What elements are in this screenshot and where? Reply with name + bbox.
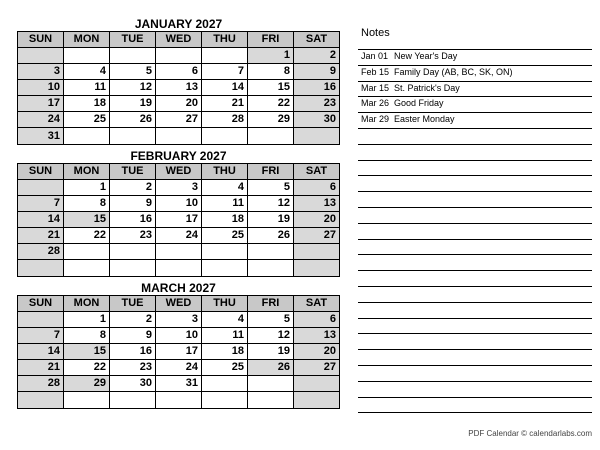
empty-cell <box>202 244 248 260</box>
empty-cell <box>156 392 202 409</box>
weekday-header: TUE <box>110 296 156 312</box>
weekday-header: THU <box>202 32 248 48</box>
note-line <box>358 239 592 240</box>
note-text: Easter Monday <box>394 114 455 125</box>
day-cell: 18 <box>64 96 110 112</box>
note-line <box>358 318 592 319</box>
day-cell: 19 <box>248 212 294 228</box>
day-cell: 4 <box>202 312 248 328</box>
note-line <box>358 160 592 161</box>
empty-cell <box>18 312 64 328</box>
week-row <box>18 328 340 344</box>
day-cell: 3 <box>156 180 202 196</box>
empty-cell <box>110 392 156 409</box>
day-cell: 9 <box>110 196 156 212</box>
day-cell: 22 <box>64 228 110 244</box>
empty-cell <box>248 376 294 392</box>
day-cell: 16 <box>110 344 156 360</box>
empty-cell <box>18 48 64 64</box>
day-cell: 12 <box>248 196 294 212</box>
empty-cell <box>202 260 248 277</box>
empty-cell <box>248 128 294 145</box>
note-line <box>358 96 592 97</box>
notes-title: Notes <box>361 27 390 39</box>
weekday-header: THU <box>202 296 248 312</box>
empty-cell <box>156 48 202 64</box>
empty-cell <box>64 128 110 145</box>
note-entry <box>361 98 444 108</box>
note-line <box>358 207 592 208</box>
month-grid <box>17 295 340 409</box>
day-cell: 19 <box>110 96 156 112</box>
empty-cell <box>18 180 64 196</box>
day-cell: 24 <box>156 228 202 244</box>
note-entry <box>361 114 455 124</box>
weekday-header: WED <box>156 164 202 180</box>
weekday-header: MON <box>64 32 110 48</box>
empty-cell <box>156 260 202 277</box>
empty-cell <box>110 260 156 277</box>
day-cell: 15 <box>64 344 110 360</box>
note-entry <box>361 51 457 61</box>
day-cell: 7 <box>202 64 248 80</box>
day-cell: 30 <box>110 376 156 392</box>
note-line <box>358 349 592 350</box>
week-row <box>18 196 340 212</box>
day-cell: 15 <box>248 80 294 96</box>
day-cell: 8 <box>248 64 294 80</box>
empty-cell <box>294 392 340 409</box>
day-cell: 17 <box>18 96 64 112</box>
day-cell: 1 <box>248 48 294 64</box>
day-cell: 24 <box>18 112 64 128</box>
week-row <box>18 112 340 128</box>
day-cell: 7 <box>18 328 64 344</box>
week-row <box>18 180 340 196</box>
note-line <box>358 397 592 398</box>
weekday-header: SUN <box>18 296 64 312</box>
note-entry <box>361 67 513 77</box>
day-cell: 3 <box>156 312 202 328</box>
day-cell: 16 <box>294 80 340 96</box>
day-cell: 3 <box>18 64 64 80</box>
empty-cell <box>248 244 294 260</box>
month-title: MARCH 2027 <box>141 281 216 295</box>
day-cell: 14 <box>18 212 64 228</box>
day-cell: 24 <box>156 360 202 376</box>
day-cell: 17 <box>156 344 202 360</box>
empty-cell <box>156 128 202 145</box>
note-line <box>358 254 592 255</box>
day-cell: 19 <box>248 344 294 360</box>
note-line <box>358 286 592 287</box>
day-cell: 5 <box>248 180 294 196</box>
note-line <box>358 49 592 50</box>
note-line <box>358 270 592 271</box>
week-row <box>18 80 340 96</box>
empty-cell <box>110 244 156 260</box>
day-cell: 13 <box>156 80 202 96</box>
day-cell: 11 <box>64 80 110 96</box>
note-date: Mar 26 <box>361 98 390 109</box>
day-cell: 5 <box>110 64 156 80</box>
note-line <box>358 65 592 66</box>
week-row <box>18 312 340 328</box>
day-cell: 26 <box>248 228 294 244</box>
day-cell: 8 <box>64 328 110 344</box>
empty-cell <box>64 392 110 409</box>
empty-cell <box>18 392 64 409</box>
weekday-header: MON <box>64 164 110 180</box>
day-cell: 28 <box>18 244 64 260</box>
note-line <box>358 81 592 82</box>
day-cell: 25 <box>202 228 248 244</box>
empty-cell <box>64 260 110 277</box>
day-cell: 25 <box>202 360 248 376</box>
day-cell: 30 <box>294 112 340 128</box>
day-cell: 9 <box>110 328 156 344</box>
empty-cell <box>248 260 294 277</box>
day-cell: 1 <box>64 180 110 196</box>
empty-cell <box>294 244 340 260</box>
day-cell: 10 <box>156 196 202 212</box>
day-cell: 27 <box>156 112 202 128</box>
weekday-header: TUE <box>110 32 156 48</box>
note-line <box>358 144 592 145</box>
week-row <box>18 244 340 260</box>
note-text: Good Friday <box>394 98 444 109</box>
day-cell: 18 <box>202 344 248 360</box>
week-row <box>18 212 340 228</box>
day-cell: 2 <box>110 180 156 196</box>
day-cell: 27 <box>294 228 340 244</box>
weekday-header: SAT <box>294 296 340 312</box>
weekday-header: SAT <box>294 32 340 48</box>
day-cell: 6 <box>294 312 340 328</box>
weekday-header: WED <box>156 296 202 312</box>
empty-cell <box>294 376 340 392</box>
week-row <box>18 48 340 64</box>
day-cell: 23 <box>110 228 156 244</box>
empty-cell <box>294 128 340 145</box>
day-cell: 13 <box>294 328 340 344</box>
day-cell: 6 <box>156 64 202 80</box>
day-cell: 11 <box>202 328 248 344</box>
day-cell: 12 <box>110 80 156 96</box>
note-line <box>358 175 592 176</box>
note-line <box>358 302 592 303</box>
day-cell: 5 <box>248 312 294 328</box>
note-date: Mar 29 <box>361 114 390 125</box>
day-cell: 28 <box>18 376 64 392</box>
week-row <box>18 376 340 392</box>
day-cell: 20 <box>156 96 202 112</box>
day-cell: 29 <box>64 376 110 392</box>
note-date: Feb 15 <box>361 66 390 77</box>
day-cell: 25 <box>64 112 110 128</box>
day-cell: 13 <box>294 196 340 212</box>
day-cell: 11 <box>202 196 248 212</box>
empty-cell <box>110 48 156 64</box>
note-text: New Year's Day <box>394 51 458 61</box>
day-cell: 1 <box>64 312 110 328</box>
empty-cell <box>202 128 248 145</box>
note-line <box>358 191 592 192</box>
weekday-header: SUN <box>18 164 64 180</box>
empty-cell <box>64 244 110 260</box>
day-cell: 21 <box>18 228 64 244</box>
note-line <box>358 128 592 129</box>
weekday-header: FRI <box>248 32 294 48</box>
weekday-header: TUE <box>110 164 156 180</box>
day-cell: 2 <box>110 312 156 328</box>
week-row <box>18 64 340 80</box>
empty-cell <box>202 48 248 64</box>
note-line <box>358 412 592 413</box>
day-cell: 20 <box>294 344 340 360</box>
day-cell: 8 <box>64 196 110 212</box>
day-cell: 26 <box>110 112 156 128</box>
day-cell: 31 <box>18 128 64 145</box>
empty-cell <box>294 260 340 277</box>
weekday-header: SAT <box>294 164 340 180</box>
empty-cell <box>64 48 110 64</box>
day-cell: 20 <box>294 212 340 228</box>
empty-cell <box>110 128 156 145</box>
day-cell: 10 <box>156 328 202 344</box>
empty-cell <box>248 392 294 409</box>
day-cell: 17 <box>156 212 202 228</box>
day-cell: 10 <box>18 80 64 96</box>
weekday-header: WED <box>156 32 202 48</box>
day-cell: 31 <box>156 376 202 392</box>
month-grid <box>17 31 340 145</box>
week-row <box>18 260 340 277</box>
day-cell: 18 <box>202 212 248 228</box>
empty-cell <box>156 244 202 260</box>
day-cell: 28 <box>202 112 248 128</box>
day-cell: 23 <box>110 360 156 376</box>
day-cell: 14 <box>18 344 64 360</box>
note-date: Jan 01 <box>361 51 389 61</box>
month-grid <box>17 163 340 277</box>
weekday-header: SUN <box>18 32 64 48</box>
note-date: Mar 15 <box>361 82 390 93</box>
day-cell: 29 <box>248 112 294 128</box>
week-row <box>18 344 340 360</box>
footer-credit: PDF Calendar © calendarlabs.com <box>468 429 592 438</box>
note-text: Family Day (AB, BC, SK, ON) <box>394 66 513 77</box>
note-line <box>358 112 592 113</box>
day-cell: 26 <box>248 360 294 376</box>
weekday-header: THU <box>202 164 248 180</box>
note-text: St. Patrick's Day <box>394 82 460 93</box>
day-cell: 15 <box>64 212 110 228</box>
note-line <box>358 381 592 382</box>
day-cell: 2 <box>294 48 340 64</box>
empty-cell <box>202 392 248 409</box>
day-cell: 4 <box>202 180 248 196</box>
day-cell: 21 <box>18 360 64 376</box>
day-cell: 9 <box>294 64 340 80</box>
note-line <box>358 333 592 334</box>
week-row <box>18 360 340 376</box>
note-entry <box>361 83 460 93</box>
weekday-header: MON <box>64 296 110 312</box>
week-row <box>18 128 340 145</box>
day-cell: 27 <box>294 360 340 376</box>
day-cell: 16 <box>110 212 156 228</box>
day-cell: 22 <box>64 360 110 376</box>
note-line <box>358 223 592 224</box>
day-cell: 12 <box>248 328 294 344</box>
empty-cell <box>202 376 248 392</box>
note-line <box>358 365 592 366</box>
weekday-header: FRI <box>248 296 294 312</box>
month-title: FEBRUARY 2027 <box>130 149 227 163</box>
day-cell: 21 <box>202 96 248 112</box>
day-cell: 7 <box>18 196 64 212</box>
week-row <box>18 96 340 112</box>
empty-cell <box>18 260 64 277</box>
week-row <box>18 228 340 244</box>
day-cell: 14 <box>202 80 248 96</box>
day-cell: 4 <box>64 64 110 80</box>
day-cell: 6 <box>294 180 340 196</box>
day-cell: 23 <box>294 96 340 112</box>
month-title: JANUARY 2027 <box>134 17 223 31</box>
day-cell: 22 <box>248 96 294 112</box>
weekday-header: FRI <box>248 164 294 180</box>
week-row <box>18 392 340 409</box>
